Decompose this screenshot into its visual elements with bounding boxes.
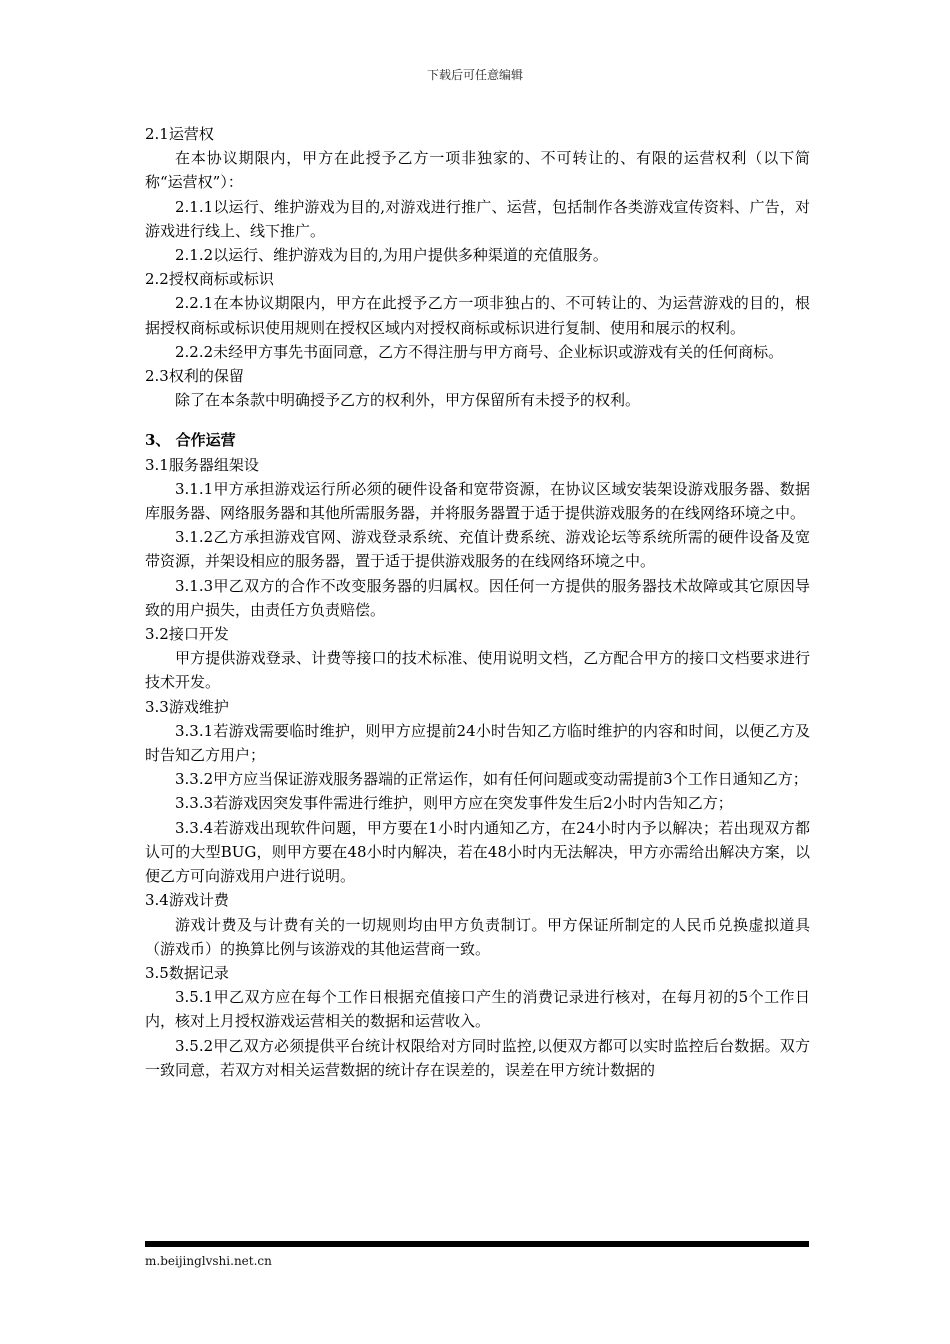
paragraph: 3.3.1若游戏需要临时维护，则甲方应提前24小时告知乙方临时维护的内容和时间，以便乙方及时告知乙方用户；	[145, 721, 810, 765]
footer-rule	[145, 1241, 809, 1247]
paragraph: 在本协议期限内，甲方在此授予乙方一项非独家的、不可转让的、有限的运营权利（以下简称“运营权”）：	[145, 149, 810, 192]
paragraph: 3.3.3若游戏因突发事件需进行维护，则甲方应在突发事件发生后2小时内告知乙方；	[175, 794, 733, 813]
paragraph: 3.5.1甲乙双方应在每个工作日根据充值接口产生的消费记录进行核对，在每月初的5个工作日内，核对上月授权游戏运营相关的数据和运营收入。	[145, 988, 810, 1031]
subsection-heading: 3.3游戏维护	[145, 697, 229, 716]
document-body	[145, 122, 810, 1082]
footer-url: m.beijinglvshi.net.cn	[145, 1254, 272, 1268]
paragraph: 甲方提供游戏登录、计费等接口的技术标准、使用说明文档，乙方配合甲方的接口文档要求进行技术开发。	[145, 649, 810, 692]
paragraph: 2.2.1在本协议期限内，甲方在此授予乙方一项非独占的、不可转让的、为运营游戏的目的，根据授权商标或标识使用规则在授权区域内对授权商标或标识进行复制、使用和展示的权利。	[145, 294, 810, 337]
subsection-heading: 2.1运营权	[145, 125, 214, 143]
subsection-heading: 2.3权利的保留	[145, 367, 244, 386]
page-header: 下载后可任意编辑	[426, 68, 523, 82]
subsection-heading: 3.5数据记录	[145, 963, 229, 982]
subsection-heading: 3.1服务器组架设	[145, 455, 259, 474]
subsection-heading: 3.4游戏计费	[145, 891, 229, 910]
paragraph: 3.5.2甲乙双方必须提供平台统计权限给对方同时监控,以便双方都可以实时监控后台数据。双方一致同意，若双方对相关运营数据的统计存在误差的，误差在甲方统计数据的	[145, 1036, 810, 1079]
paragraph: 3.1.1甲方承担游戏运行所必须的硬件设备和宽带资源，在协议区域安装架设游戏服务器、数据库服务器、网络服务器和其他所需服务器，并将服务器置于适于提供游戏服务的在线网络环境之中。	[145, 479, 810, 523]
paragraph: 2.1.1以运行、维护游戏为目的,对游戏进行推广、运营，包括制作各类游戏宣传资料、广告，对游戏进行线上、线下推广。	[145, 197, 810, 240]
section-heading: 3、 合作运营	[145, 431, 236, 450]
paragraph-spacer	[145, 412, 810, 428]
paragraph: 3.1.2乙方承担游戏官网、游戏登录系统、充值计费系统、游戏论坛等系统所需的硬件设备及宽带资源，并架设相应的服务器，置于适于提供游戏服务的在线网络环境之中。	[145, 528, 810, 571]
paragraph: 2.1.2以运行、维护游戏为目的,为用户提供多种渠道的充值服务。	[175, 246, 608, 265]
subsection-heading: 2.2授权商标或标识	[145, 270, 274, 289]
paragraph: 3.3.4若游戏出现软件问题，甲方要在1小时内通知乙方，在24小时内予以解决；若出现双方都认可的大型BUG，则甲方要在48小时内解决，若在48小时内无法解决，甲方亦需给出解决方案，以便乙方可向游戏用户进行说明。	[145, 818, 810, 886]
paragraph: 3.1.3甲乙双方的合作不改变服务器的归属权。因任何一方提供的服务器技术故障或其它原因导致的用户损失，由责任方负责赔偿。	[145, 576, 810, 619]
subsection-heading: 3.2接口开发	[145, 625, 229, 644]
paragraph: 除了在本条款中明确授予乙方的权利外，甲方保留所有未授予的权利。	[175, 391, 641, 410]
paragraph: 游戏计费及与计费有关的一切规则均由甲方负责制订。甲方保证所制定的人民币兑换虚拟道具（游戏币）的换算比例与该游戏的其他运营商一致。	[145, 915, 810, 958]
paragraph: 2.2.2未经甲方事先书面同意，乙方不得注册与甲方商号、企业标识或游戏有关的任何商标。	[175, 342, 784, 361]
paragraph: 3.3.2甲方应当保证游戏服务器端的正常运作，如有任何问题或变动需提前3个工作日通知乙方；	[175, 770, 808, 789]
